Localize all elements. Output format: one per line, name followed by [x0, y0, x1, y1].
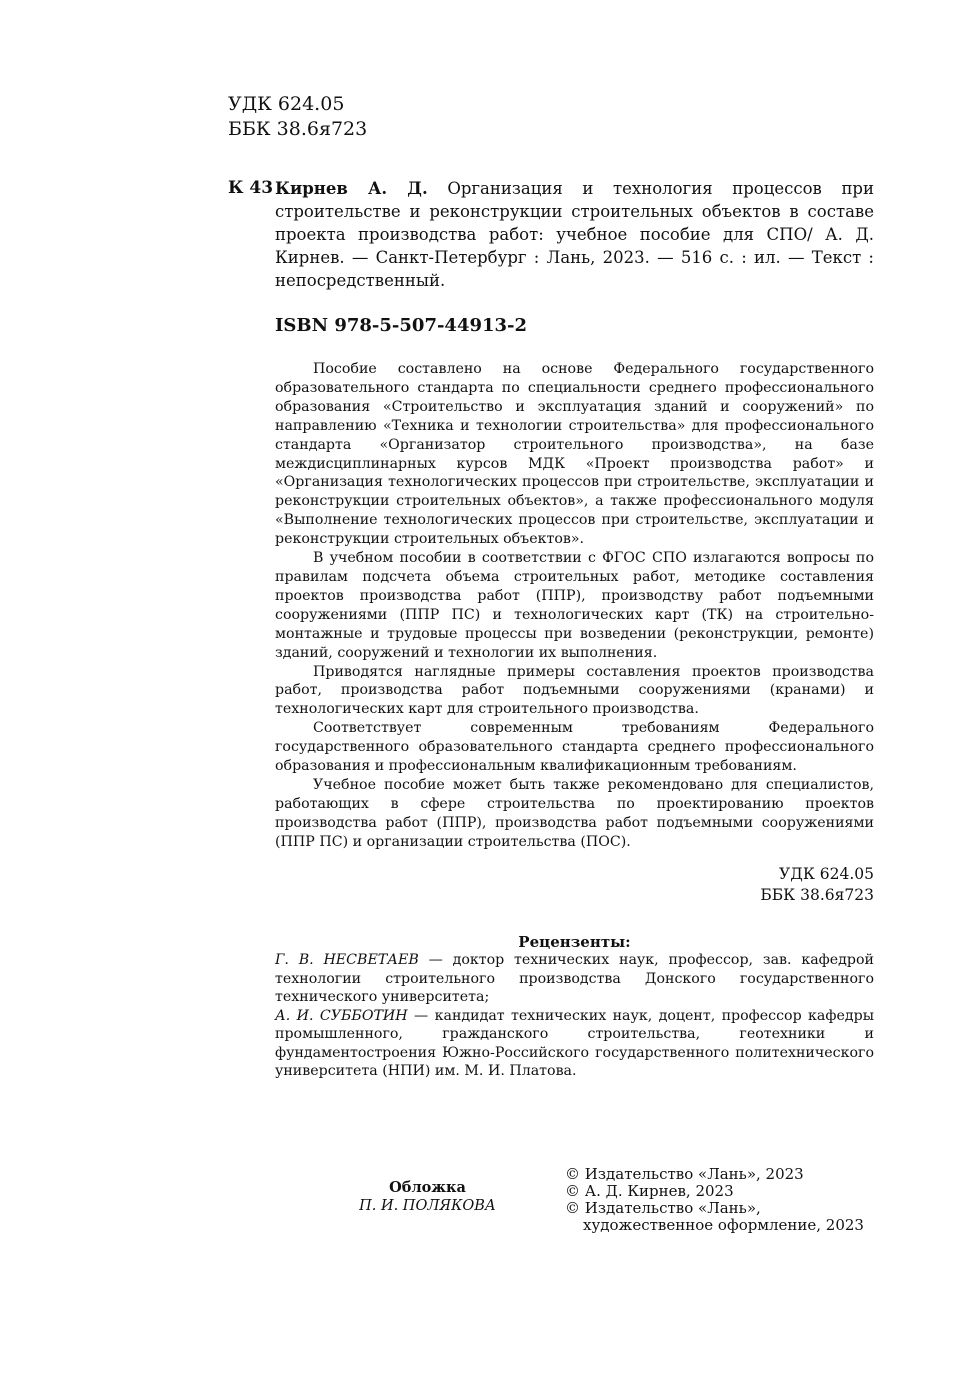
bbk-code: ББК 38.6я723: [760, 886, 874, 904]
reviewer-name: Г. В. НЕСВЕТАЕВ: [275, 952, 419, 968]
reviewer-description: — доктор технических наук, профессор, зав. кафедрой технологии строительного производства Донского государственного технического университета;: [275, 952, 874, 1005]
copyright-block: [565, 1166, 864, 1234]
abstract-paragraph: Соответствует современным требованиям Федерального государственного образовательного стандарта среднего профессионального образования и профессиональным квалификационным требованиям.: [275, 720, 874, 775]
abstract-paragraph: Учебное пособие может быть также рекомендовано для специалистов, работающих в сфере строительства по проектированию проектов производства работ (ППР), производства работ подъемными сооружениями (ППР ПС) и организации строительства (ПОС).: [275, 776, 874, 850]
copyright-line: © Издательство «Лань»,: [565, 1199, 761, 1217]
copyright-line: © Издательство «Лань», 2023: [565, 1165, 804, 1183]
reviewer-name: А. И. СУББОТИН: [275, 1007, 408, 1024]
bibliographic-description: [275, 177, 874, 292]
udk-code: УДК 624.05: [228, 93, 345, 115]
abstract: [275, 360, 874, 852]
bbk-code: ББК 38.6я723: [228, 118, 368, 140]
abstract-paragraph: Пособие составлено на основе Федерального государственного образовательного стандарта по специальности среднего профессионального образования «Строительство и эксплуатация зданий и сооружений» по направлению «Техника и технологии строительства» для профессионального стандарта «Организатор строительного производства», на базе междисциплинарных курсов МДК «Проект производства работ» и «Организация технологических процессов при строительстве, эксплуатации и реконструкции строительных объектов», а также профессионального модуля «Выполнение технологических процессов при строительстве, эксплуатации и реконструкции строительных объектов».: [275, 361, 874, 548]
cover-label: Обложка: [389, 1179, 466, 1196]
author-name: Кирнев А. Д.: [275, 179, 428, 198]
abstract-paragraph: В учебном пособии в соответствии с ФГОС СПО излагаются вопросы по правилам подсчета объема строительных работ, методике составления проектов производства работ (ППР), производству работ подъемными сооружениями (ППР ПС) и технологических карт (ТК) на строительно-монтажные и трудовые процессы при возведении (реконструкции, ремонте) зданий, сооружений и технологии их выполнения.: [275, 550, 874, 661]
reviewer: [275, 1007, 874, 1081]
author-sign: К 43: [228, 178, 274, 198]
copyright-line: художественное оформление, 2023: [583, 1216, 864, 1234]
description-text: Организация и технология процессов при строительстве и реконструкции строительных объектов в составе проекта производства работ: учебное пособие для СПО/ А. Д. Кирнев. — Санкт-Петербург : Лань, 2023. — 516 с. : ил. — Текст : непосредственный.: [275, 179, 874, 290]
bibliographic-entry: [228, 177, 874, 292]
classification-codes-bottom: [760, 864, 874, 906]
reviewers-list: [275, 951, 874, 1081]
copyright-line: © А. Д. Кирнев, 2023: [565, 1182, 734, 1200]
udk-code: УДК 624.05: [779, 865, 874, 883]
reviewer-description: — кандидат технических наук, доцент, профессор кафедры промышленного, гражданского строительства, геотехники и фундаментостроения Южно-Российского государственного политехнического университета (НПИ) им. М. И. Платова.: [275, 1007, 874, 1079]
abstract-paragraph: Приводятся наглядные примеры составления проектов производства работ, производства работ подъемными сооружениями (кранами) и технологических карт для строительного производства.: [275, 663, 874, 718]
reviewers-title: Рецензенты:: [518, 933, 631, 951]
isbn: ISBN 978-5-507-44913-2: [275, 315, 528, 336]
reviewer: [275, 951, 874, 1007]
classification-codes-top: [228, 92, 367, 142]
cover-designer: П. И. ПОЛЯКОВА: [359, 1198, 496, 1214]
cover-credit: [335, 1178, 520, 1216]
